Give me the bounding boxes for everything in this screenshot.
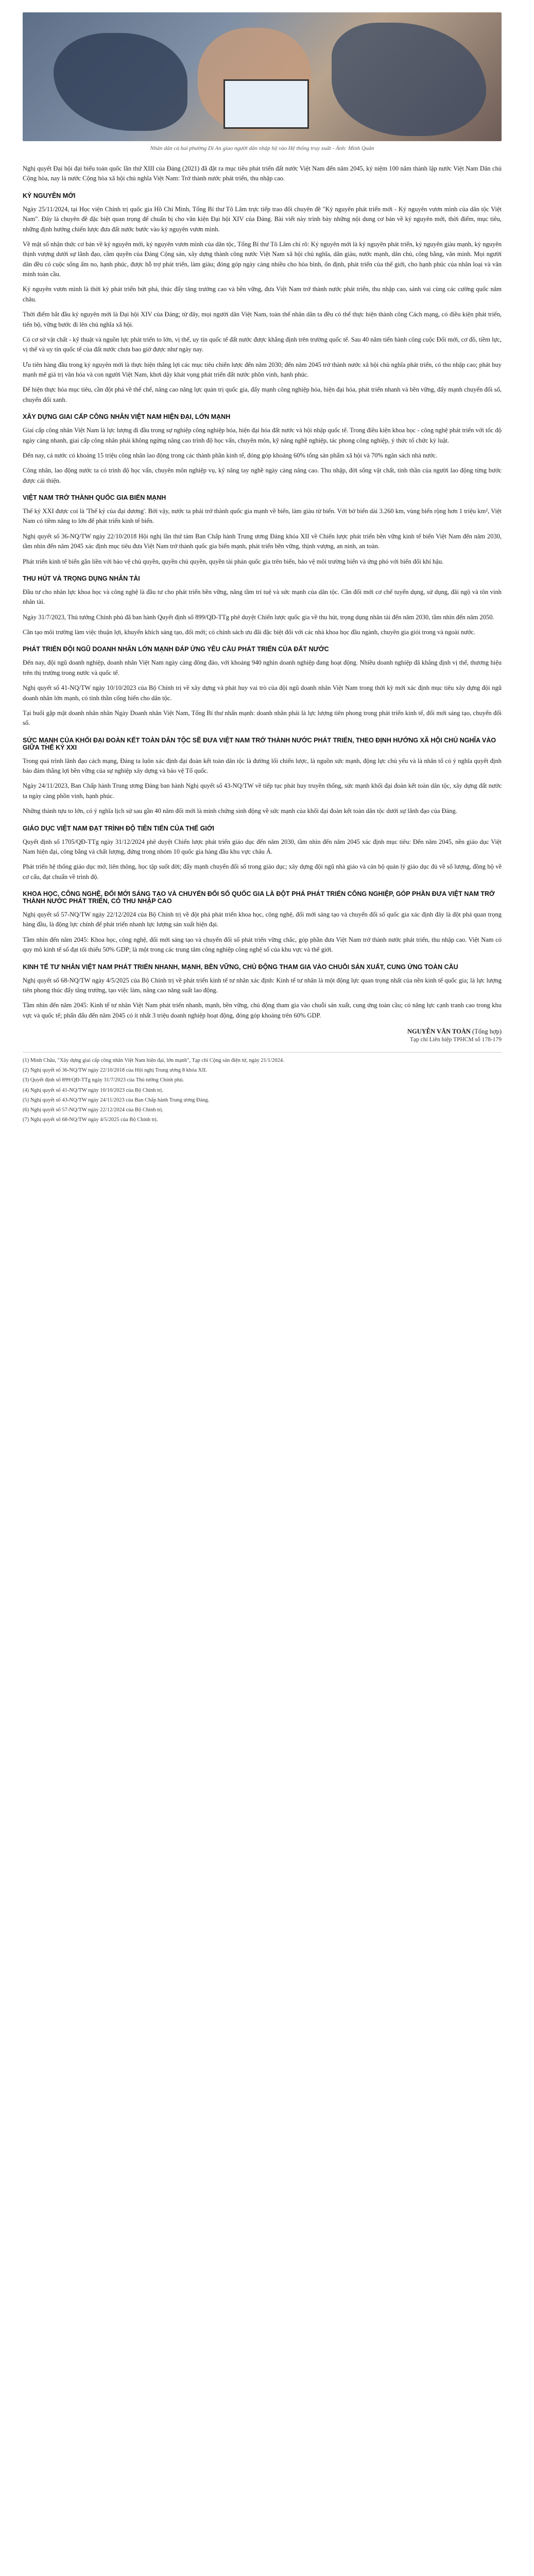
paragraph: Về mặt số nhận thức cơ bản về kỷ nguyên mới, kỷ nguyên vươn mình của dân tộc, Tổng Bí thư Tô Lâm chỉ rõ: Kỷ nguyên mới là kỷ nguyên phát triển, kỷ nguyên giàu mạnh, kỷ nguyên thịnh vượng dưới sự lãnh đạo, cầm quyền của Đảng Cộng sản, xây dựng thành công nước Việt Nam xã hội chủ nghĩa, dân giàu, nước mạnh, dân chủ, công bằng, văn minh. Mọi người dân đều có cuộc sống ấm no, hạnh phúc, được hỗ trợ phát triển, làm giàu; đóng góp ngày càng nhiều cho hòa bình, ổn định, phát triển của thế giới, cho hạnh phúc của nhân loại và văn minh toàn cầu. [23,240,502,278]
intro-paragraph: Nghị quyết Đại hội đại biểu toàn quốc lần thứ XIII của Đảng (2021) đã đặt ra mục tiêu phát triển đất nước Việt Nam đến năm 2045, kỷ niệm 100 năm thành lập nước Việt Nam Dân chủ Cộng hòa, nay là nước Cộng hòa xã hội chủ nghĩa Việt Nam: Trở thành nước phát triển, thu nhập cao. [23,165,502,182]
author-note: (Tổng hợp) [472,1028,502,1035]
reference-item: (6) Nghị quyết số 57-NQ/TW ngày 22/12/2024 của Bộ Chính trị. [23,1107,164,1113]
paragraph: Kỷ nguyên vươn mình là thời kỳ phát triển bứt phá, thúc đẩy tăng trưởng cao và bền vững, đưa Việt Nam trở thành nước phát triển, thu nhập cao, sánh vai cùng các cường quốc năm châu. [23,285,502,303]
paragraph: Thời điểm bắt đầu kỷ nguyên mới là Đại hội XIV của Đảng; từ đây, mọi người dân Việt Nam, toàn thể nhân dân ta đều có thể thực hiện thành công Cách mạng, có điều kiện phát triển, tiến bộ, vững bước đi lên chủ nghĩa xã hội. [23,311,502,328]
paragraph: Tầm nhìn đến năm 2045: Khoa học, công nghệ, đổi mới sáng tạo và chuyển đổi số phát triển vững chắc, góp phần đưa Việt Nam trở thành nước phát triển, thu nhập cao. Việt Nam có quy mô kinh tế số đạt tối thiểu 50% GDP; là một trong các trung tâm công nghiệp công nghệ số của khu vực và thế giới. [23,936,502,954]
reference-item: (3) Quyết định số 899/QĐ-TTg ngày 31/7/2023 của Thủ tướng Chính phủ. [23,1077,184,1083]
paragraph: Để hiện thực hóa mục tiêu, cần đột phá về thể chế, nâng cao năng lực quản trị quốc gia, đẩy mạnh công nghiệp hóa, hiện đại hóa, phát triển nhanh và bền vững, đẩy mạnh chuyển đổi số, chuyển đổi xanh. [23,386,502,403]
section-heading: THU HÚT VÀ TRỌNG DỤNG NHÂN TÀI [23,574,140,582]
paragraph: Thế kỷ XXI được coi là 'Thế kỷ của đại dương'. Bởi vậy, nước ta phải trở thành quốc gia mạnh về biển, làm giàu từ biển. Với bờ biển dài 3.260 km, vùng biển rộng hơn 1 triệu km², Việt Nam có tiềm năng to lớn để phát triển kinh tế biển. [23,507,502,525]
paragraph: Ngày 25/11/2024, tại Học viện Chính trị quốc gia Hồ Chí Minh, Tổng Bí thư Tô Lâm trực tiếp trao đổi chuyên đề "Kỷ nguyên phát triển mới - Kỷ nguyên vươn mình của dân tộc Việt Nam". Đây là chuyên đề đặc biệt quan trọng để chuẩn bị cho văn kiện Đại hội XIV của Đảng. Bài viết này trình bày những nội dung cơ bản về kỷ nguyên mới, thời điểm, mục tiêu, những định hướng chiến lược đưa đất nước bước vào kỷ nguyên vươn mình. [23,205,502,233]
section-heading: KHOA HỌC, CÔNG NGHỆ, ĐỔI MỚI SÁNG TẠO VÀ CHUYỂN ĐỔI SỐ QUỐC GIA LÀ ĐỘT PHÁ PHÁT TRIỂN CÔNG NGHIỆP, GÓP PHẦN ĐƯA VIỆT NAM TRỞ THÀNH NƯỚC PHÁT TRIỂN, CÓ THU NHẬP CAO [23,890,495,905]
reference-item: (4) Nghị quyết số 41-NQ/TW ngày 10/10/2023 của Bộ Chính trị. [23,1087,164,1093]
paragraph: Những thành tựu to lớn, có ý nghĩa lịch sử sau gần 40 năm đổi mới là minh chứng sinh động về sức mạnh của khối đại đoàn kết toàn dân tộc dưới sự lãnh đạo của Đảng. [23,807,457,815]
article-body [23,164,502,1126]
section-heading: KỶ NGUYÊN MỚI [23,192,76,199]
paragraph: Đến nay, đội ngũ doanh nghiệp, doanh nhân Việt Nam ngày càng đông đảo, với khoảng 940 nghìn doanh nghiệp đang hoạt động. Nhiều doanh nghiệp đã khẳng định vị thế, thương hiệu trên thị trường trong nước và quốc tế. [23,659,502,676]
section-heading: GIÁO DỤC VIỆT NAM ĐẠT TRÌNH ĐỘ TIÊN TIẾN CỦA THẾ GIỚI [23,824,215,832]
paragraph: Trong quá trình lãnh đạo cách mạng, Đảng ta luôn xác định đại đoàn kết toàn dân tộc là đường lối chiến lược, là nguồn sức mạnh, động lực chủ yếu và là nhân tố có ý nghĩa quyết định bảo đảm thắng lợi bền vững của sự nghiệp xây dựng và bảo vệ Tổ quốc. [23,757,502,774]
paragraph: Nghị quyết số 41-NQ/TW ngày 10/10/2023 của Bộ Chính trị về xây dựng và phát huy vai trò của đội ngũ doanh nhân Việt Nam trong thời kỳ mới xác định mục tiêu xây dựng đội ngũ doanh nhân lớn mạnh, có tinh thần cống hiến cho dân tộc. [23,684,502,702]
paragraph: Quyết định số 1705/QĐ-TTg ngày 31/12/2024 phê duyệt Chiến lược phát triển giáo dục đến năm 2030, tầm nhìn đến năm 2045 xác định mục tiêu: Đến năm 2045, nền giáo dục Việt Nam hiện đại, công bằng và chất lượng, đứng trong nhóm 10 quốc gia hàng đầu khu vực châu Á. [23,838,502,855]
paragraph: Giai cấp công nhân Việt Nam là lực lượng đi đầu trong sự nghiệp công nghiệp hóa, hiện đại hóa đất nước và hội nhập quốc tế. Trong điều kiện khoa học - công nghệ phát triển với tốc độ ngày càng nhanh, giai cấp công nhân phải không ngừng nâng cao trình độ học vấn, chuyên môn, kỹ năng nghề nghiệp, tác phong công nghiệp, ý thức tổ chức kỷ luật. [23,427,502,444]
paragraph: Ngày 24/11/2023, Ban Chấp hành Trung ương Đảng ban hành Nghị quyết số 43-NQ/TW về tiếp tục phát huy truyền thống, sức mạnh khối đại đoàn kết toàn dân tộc, xây dựng đất nước ta ngày càng phồn vinh, hạnh phúc. [23,782,502,800]
reference-item: (5) Nghị quyết số 43-NQ/TW ngày 24/11/2023 của Ban Chấp hành Trung ương Đảng. [23,1097,210,1103]
author-name [23,1028,502,1036]
section-heading: VIỆT NAM TRỞ THÀNH QUỐC GIA BIỂN MẠNH [23,494,166,501]
paragraph: Đầu tư cho nhân lực khoa học và công nghệ là đầu tư cho phát triển bền vững, nâng tầm trí tuệ và sức mạnh của dân tộc. Cần đổi mới cơ chế tuyển dụng, sử dụng, đãi ngộ và tôn vinh nhân tài. [23,588,502,606]
paragraph: Phát triển hệ thống giáo dục mở, liên thông, học tập suốt đời; đẩy mạnh chuyển đổi số trong giáo dục; xây dựng đội ngũ nhà giáo và cán bộ quản lý giáo dục đủ về số lượng, đồng bộ về cơ cấu, đạt chuẩn về trình độ. [23,863,502,880]
section-heading: PHÁT TRIỂN ĐỘI NGŨ DOANH NHÂN LỚN MẠNH ĐÁP ỨNG YÊU CẦU PHÁT TRIỂN CỦA ĐẤT NƯỚC [23,646,329,653]
paragraph: Tầm nhìn đến năm 2045: Kinh tế tư nhân Việt Nam phát triển nhanh, mạnh, bền vững, chủ động tham gia vào chuỗi sản xuất, cung ứng toàn cầu; có năng lực cạnh tranh cao trong khu vực và quốc tế; phấn đấu đến năm 2045 có ít nhất 3 triệu doanh nghiệp hoạt động, đóng góp khoảng trên 60% GDP. [23,1002,502,1019]
paragraph: Cần tạo môi trường làm việc thuận lợi, khuyến khích sáng tạo, đổi mới; có chính sách ưu đãi đặc biệt đối với các nhà khoa học đầu ngành, chuyên gia giỏi trong và ngoài nước. [23,629,476,636]
section-heading: KINH TẾ TƯ NHÂN VIỆT NAM PHÁT TRIỂN NHANH, MẠNH, BỀN VỮNG, CHỦ ĐỘNG THAM GIA VÀO CHUỖI SẢN XUẤT, CUNG ỨNG TOÀN CẦU [23,963,458,971]
paragraph: Phát triển kinh tế biển gắn liền với bảo vệ chủ quyền, quyền chủ quyền, quyền tài phán quốc gia trên biển, bảo vệ môi trường biển và ứng phó với biến đổi khí hậu. [23,557,444,565]
reference-item: (2) Nghị quyết số 36-NQ/TW ngày 22/10/2018 của Hội nghị Trung ương 8 khóa XII. [23,1067,207,1074]
paragraph: Ngày 31/7/2023, Thủ tướng Chính phủ đã ban hành Quyết định số 899/QĐ-TTg phê duyệt Chiến lược quốc gia về thu hút, trọng dụng nhân tài đến năm 2030, tầm nhìn đến năm 2050. [23,613,494,621]
monitor-screen [223,79,309,129]
paragraph: Nghị quyết số 57-NQ/TW ngày 22/12/2024 của Bộ Chính trị về đột phá phát triển khoa học, công nghệ, đổi mới sáng tạo và chuyển đổi số quốc gia xác định đây là đột phá quan trọng hàng đầu, là động lực chính để phát triển nhanh lực lượng sản xuất hiện đại. [23,911,502,928]
paragraph: Công nhân, lao động nước ta có trình độ học vấn, chuyên môn nghiệp vụ, kỹ năng tay nghề ngày càng nâng cao. Thu nhập, đời sống vật chất, tinh thần của người lao động từng bước được cải thiện. [23,467,502,484]
paragraph: Nghị quyết số 36-NQ/TW ngày 22/10/2018 Hội nghị lần thứ tám Ban Chấp hành Trung ương Đảng khóa XII về Chiến lược phát triển bền vững kinh tế biển Việt Nam đến năm 2030, tầm nhìn đến năm 2045 xác định mục tiêu đưa Việt Nam trở thành quốc gia biển mạnh, phát triển bền vững, thịnh vượng, an ninh, an toàn. [23,532,502,550]
author-role: Tạp chí Liên hiệp TPHCM số 178-179 [409,1037,502,1043]
references [23,1052,502,1124]
paragraph: Nghị quyết số 68-NQ/TW ngày 4/5/2025 của Bộ Chính trị về phát triển kinh tế tư nhân xác định: Kinh tế tư nhân là một động lực quan trọng nhất của nền kinh tế quốc gia; là lực lượng tiên phong thúc đẩy tăng trưởng, tạo việc làm, nâng cao năng suất lao động. [23,976,502,994]
section-heading: XÂY DỰNG GIAI CẤP CÔNG NHÂN VIỆT NAM HIỆN ĐẠI, LỚN MẠNH [23,413,231,421]
paragraph: Tại buổi gặp mặt doanh nhân nhân Ngày Doanh nhân Việt Nam, Tổng Bí thư nhấn mạnh: doanh nhân phải là lực lượng tiên phong trong phát triển kinh tế, đổi mới sáng tạo, chuyển đổi số. [23,709,502,727]
reference-item: (7) Nghị quyết số 68-NQ/TW ngày 4/5/2025 của Bộ Chính trị. [23,1117,158,1123]
paragraph: Có cơ sở vật chất - kỹ thuật và nguồn lực phát triển to lớn, vị thế, uy tín quốc tế đất nước được khẳng định trên trường quốc tế. Sau 40 năm tiến hành công cuộc Đổi mới, cơ đồ, tiềm lực, vị thế và uy tín quốc tế của đất nước chưa bao giờ được như ngày nay. [23,335,502,353]
section-heading: SỨC MẠNH CỦA KHỐI ĐẠI ĐOÀN KẾT TOÀN DÂN TỘC SẼ ĐƯA VIỆT NAM TRỞ THÀNH NƯỚC PHÁT TRIỂN, THEO ĐỊNH HƯỚNG XÃ HỘI CHỦ NGHĨA VÀO GIỮA THẾ KỶ XXI [23,736,496,751]
author-name-text: NGUYỄN VĂN TOÀN [407,1028,471,1035]
article-photo [23,12,502,141]
paragraph: Ưu tiên hàng đầu trong kỷ nguyên mới là thực hiện thắng lợi các mục tiêu chiến lược đến năm 2030; đến năm 2045 trở thành nước xã hội chủ nghĩa phát triển, có thu nhập cao; phát huy mạnh mẽ giá trị văn hóa và con người Việt Nam, khơi dậy khát vọng phát triển đất nước phồn vinh, hạnh phúc. [23,361,502,378]
photo-caption: Nhân dân cả hai phường Di An giao người dân nhập hộ vào Hệ thống truy xuất - Ảnh: Minh Quân [150,145,374,151]
paragraph: Đến nay, cả nước có khoảng 15 triệu công nhân lao động trong các thành phần kinh tế, đóng góp khoảng 60% tổng sản phẩm xã hội và 70% ngân sách nhà nước. [23,451,438,459]
reference-item: (1) Minh Châu, "Xây dựng giai cấp công nhân Việt Nam hiện đại, lớn mạnh", Tạp chí Cộng sản điện tử, ngày 21/1/2024. [23,1058,284,1063]
